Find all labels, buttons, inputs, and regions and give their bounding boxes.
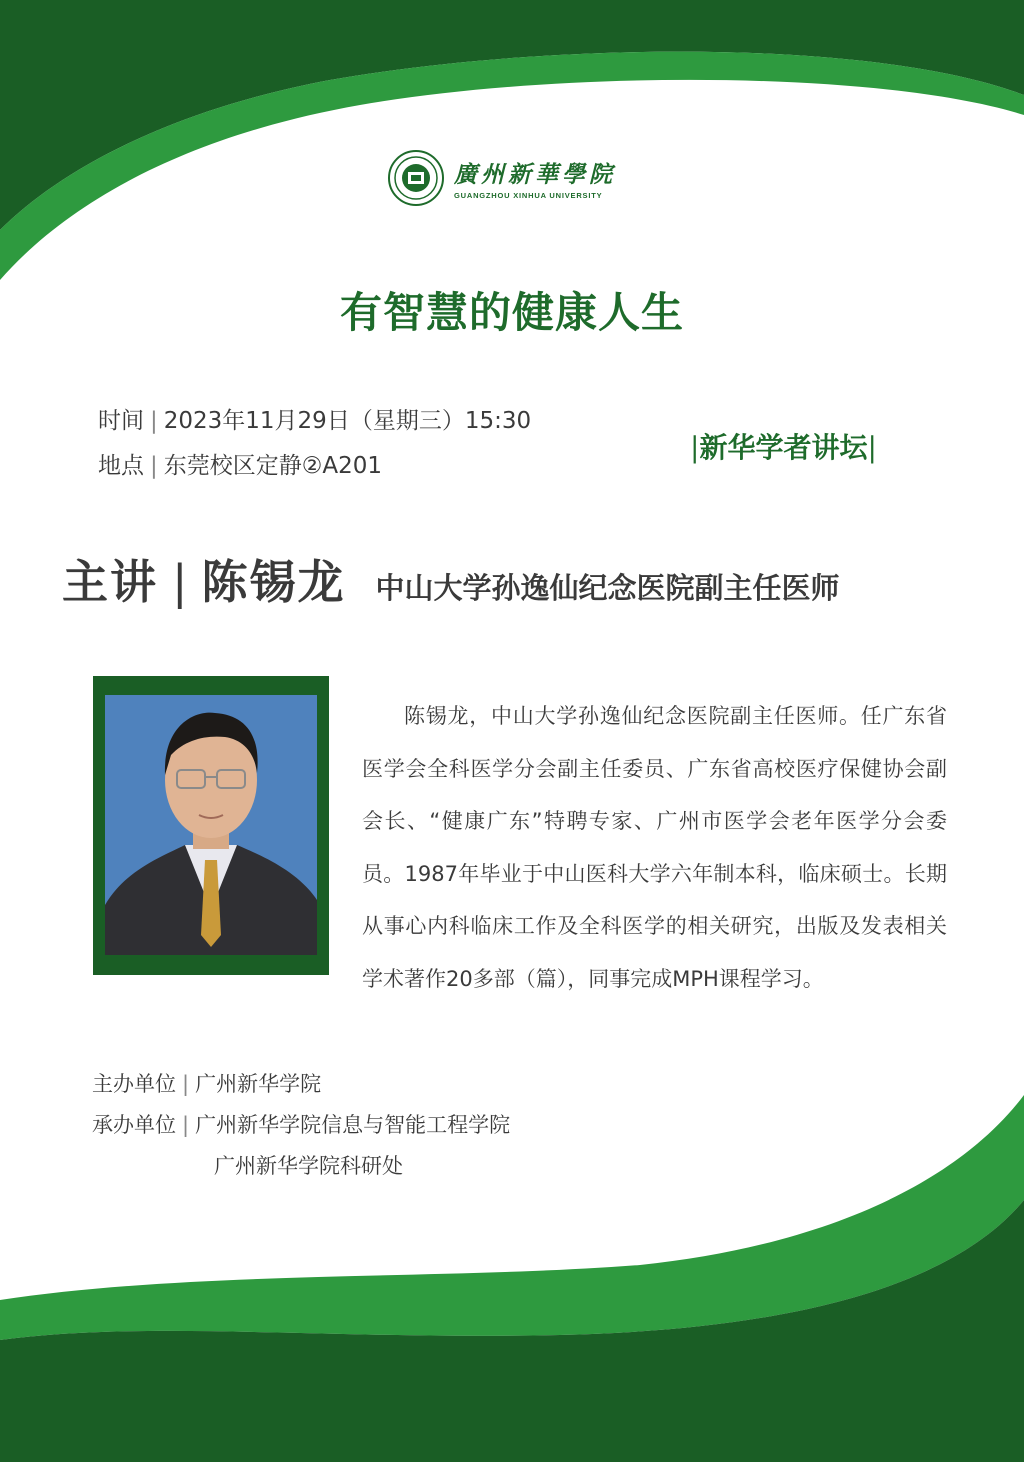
host-separator: | [182, 1072, 190, 1096]
co-organizer-value-1: 广州新华学院信息与智能工程学院 [195, 1113, 511, 1137]
speaker-bio: 陈锡龙，中山大学孙逸仙纪念医院副主任医师。任广东省医学会全科医学分会副主任委员、广东省高校医疗保健协会副会长、“健康广东”特聘专家、广州市医学会老年医学分会委员。1987年毕业于中山医科大学六年制本科，临床硕士。长期从事心内科临床工作及全科医学的相关研究，出版及发表相关学术著作20多部（篇），同事完成MPH课程学习。 [362, 704, 947, 991]
co-organizer-row [92, 1109, 510, 1139]
co-organizer-label: 承办单位 [92, 1113, 176, 1137]
place-separator: | [150, 453, 158, 479]
lecture-title: 有智慧的健康人生 [339, 288, 684, 337]
place-value: 东莞校区定静②A201 [163, 453, 383, 479]
speaker-portrait-icon [105, 695, 317, 955]
time-separator: | [150, 408, 158, 434]
speaker-title: 中山大学孙逸仙纪念医院副主任医师 [375, 571, 840, 605]
time-row [98, 402, 531, 435]
time-label: 时间 [98, 408, 144, 434]
logo-english-name: GUANGZHOU XINHUA UNIVERSITY [454, 191, 603, 200]
speaker-name: 陈锡龙 [201, 555, 346, 609]
logo-chinese-name: 廣州新華學院 [454, 161, 616, 188]
time-value: 2023年11月29日（星期三）15:30 [163, 408, 532, 434]
place-label: 地点 [98, 453, 144, 479]
speaker-photo [105, 695, 317, 955]
co-organizer-value-2: 广州新华学院科研处 [214, 1154, 403, 1178]
speaker-photo-frame [93, 676, 329, 975]
speaker-separator: | [172, 555, 188, 609]
co-organizer-row-2 [214, 1150, 403, 1180]
host-row [92, 1068, 321, 1098]
host-value: 广州新华学院 [195, 1072, 322, 1096]
university-logo [388, 150, 616, 206]
speaker-row [62, 546, 840, 612]
forum-tag [690, 426, 877, 466]
host-label: 主办单位 [92, 1072, 176, 1096]
logo-text [454, 156, 616, 200]
forum-bar-left: | [690, 431, 700, 464]
speaker-label: 主讲 [62, 555, 158, 609]
forum-name: 新华学者讲坛 [699, 431, 868, 464]
forum-bar-right: | [867, 431, 877, 464]
co-organizer-separator: | [182, 1113, 190, 1137]
place-row [98, 447, 382, 480]
university-seal-icon [388, 150, 444, 206]
